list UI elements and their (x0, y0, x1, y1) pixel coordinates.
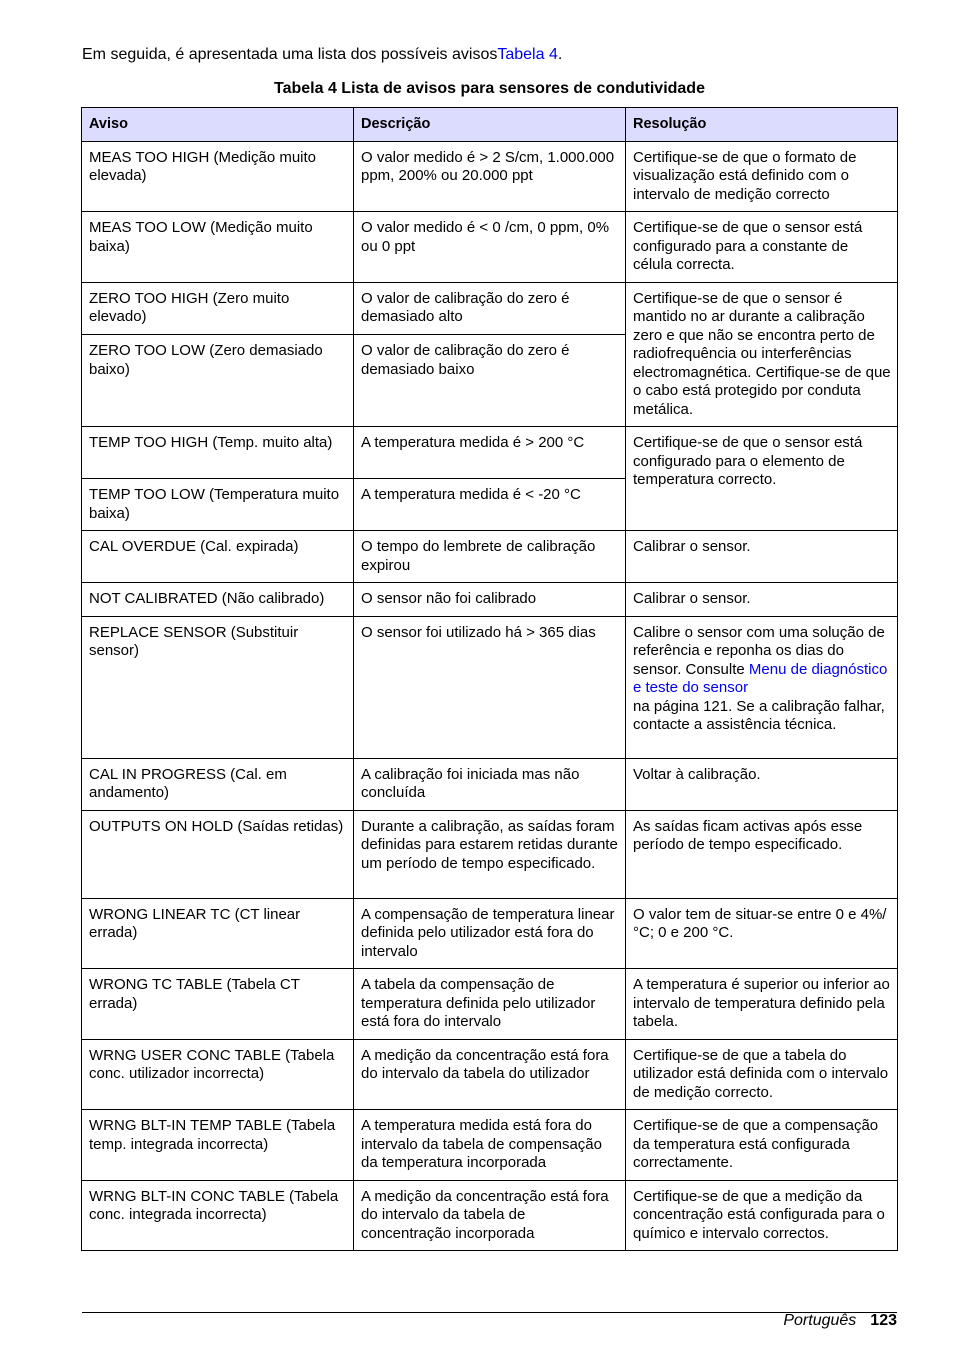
cell-descricao: A temperatura medida está fora do intervalo da tabela de compensação da temperatura incorporada (354, 1110, 626, 1181)
table-row (82, 1110, 898, 1181)
cell-aviso: WRNG BLT-IN TEMP TABLE (Tabela temp. integrada incorrecta) (82, 1110, 354, 1181)
cell-resolucao: A temperatura é superior ou inferior ao intervalo de temperatura definido pela tabela. (626, 969, 898, 1040)
cell-aviso: NOT CALIBRATED (Não calibrado) (82, 583, 354, 617)
intro-paragraph (82, 46, 562, 64)
cell-resolucao: Certifique-se de que o sensor está configurado para o elemento de temperatura correcto. (626, 427, 898, 531)
header-aviso: Aviso (82, 108, 354, 142)
page-number: 123 (870, 1312, 897, 1329)
cell-descricao: A medição da concentração está fora do intervalo da tabela do utilizador (354, 1039, 626, 1110)
cell-aviso: TEMP TOO HIGH (Temp. muito alta) (82, 427, 354, 479)
cell-resolucao (626, 616, 898, 758)
table-row (82, 282, 898, 335)
cell-descricao: A calibração foi iniciada mas não concluída (354, 758, 626, 810)
table-row (82, 427, 898, 479)
cell-resolucao: Certifique-se de que a medição da concentração está configurada para o químico e intervalo correctos. (626, 1180, 898, 1251)
diagnostics-menu-link[interactable]: Menu de diagnóstico e teste do sensor (633, 660, 888, 696)
table-header-row (82, 108, 898, 142)
cell-aviso: WRNG USER CONC TABLE (Tabela conc. utilizador incorrecta) (82, 1039, 354, 1110)
cell-aviso: MEAS TOO HIGH (Medição muito elevada) (82, 141, 354, 212)
cell-descricao: O sensor foi utilizado há > 365 dias (354, 616, 626, 758)
table-row (82, 616, 898, 758)
cell-aviso: CAL OVERDUE (Cal. expirada) (82, 531, 354, 583)
cell-aviso: CAL IN PROGRESS (Cal. em andamento) (82, 758, 354, 810)
cell-descricao: A temperatura medida é < -20 °C (354, 479, 626, 531)
cell-resolucao: Certifique-se de que a tabela do utilizador está definida com o intervalo de medição correcto. (626, 1039, 898, 1110)
table-row (82, 969, 898, 1040)
cell-descricao: A tabela da compensação de temperatura definida pelo utilizador está fora do intervalo (354, 969, 626, 1040)
cell-descricao: Durante a calibração, as saídas foram definidas para estarem retidas durante um período de tempo especificado. (354, 810, 626, 898)
cell-resolucao: Calibrar o sensor. (626, 531, 898, 583)
table-row (82, 898, 898, 969)
table-caption: Tabela 4 Lista de avisos para sensores de condutividade (274, 80, 705, 97)
cell-descricao: O valor de calibração do zero é demasiado alto (354, 282, 626, 335)
cell-descricao: O valor medido é < 0 /cm, 0 ppm, 0% ou 0 ppt (354, 212, 626, 283)
cell-aviso: REPLACE SENSOR (Substituir sensor) (82, 616, 354, 758)
cell-descricao: O tempo do lembrete de calibração expirou (354, 531, 626, 583)
cell-aviso: WRNG BLT-IN CONC TABLE (Tabela conc. integrada incorrecta) (82, 1180, 354, 1251)
header-descricao: Descrição (354, 108, 626, 142)
table-row (82, 141, 898, 212)
table-row (82, 583, 898, 617)
cell-aviso: WRONG LINEAR TC (CT linear errada) (82, 898, 354, 969)
cell-resolucao: O valor tem de situar-se entre 0 e 4%/°C; 0 e 200 °C. (626, 898, 898, 969)
page-footer (783, 1312, 897, 1330)
table-row (82, 810, 898, 898)
cell-descricao: O sensor não foi calibrado (354, 583, 626, 617)
cell-descricao: A temperatura medida é > 200 °C (354, 427, 626, 479)
cell-resolucao: Certifique-se de que o sensor é mantido no ar durante a calibração zero e que não se encontra perto de radiofrequência ou interferências electromagnética. Certifique-se de que o cabo está protegido por conduta metálica. (626, 282, 898, 427)
cell-resolucao: Certifique-se de que o sensor está configurado para a constante de célula correcta. (626, 212, 898, 283)
cell-descricao: O valor medido é > 2 S/cm, 1.000.000 ppm, 200% ou 20.000 ppt (354, 141, 626, 212)
cell-resolucao: Voltar à calibração. (626, 758, 898, 810)
cell-aviso: TEMP TOO LOW (Temperatura muito baixa) (82, 479, 354, 531)
cell-descricao: A medição da concentração está fora do intervalo da tabela de concentração incorporada (354, 1180, 626, 1251)
footer-language: Português (783, 1312, 857, 1329)
resolucao-text-pre: Calibre o sensor com uma solução de referência e reponha os dias do sensor. Consulte (633, 623, 885, 678)
resolucao-text-post: na página 121. Se a calibração falhar, contacte a assistência técnica. (633, 697, 885, 733)
cell-aviso: WRONG TC TABLE (Tabela CT errada) (82, 969, 354, 1040)
cell-descricao: A compensação de temperatura linear definida pelo utilizador está fora do intervalo (354, 898, 626, 969)
cell-aviso: OUTPUTS ON HOLD (Saídas retidas) (82, 810, 354, 898)
cell-aviso: MEAS TOO LOW (Medição muito baixa) (82, 212, 354, 283)
table-4-link[interactable]: Tabela 4 (497, 46, 558, 63)
table-row (82, 1039, 898, 1110)
cell-resolucao: Certifique-se de que o formato de visualização está definido com o intervalo de medição correcto (626, 141, 898, 212)
table-row (82, 531, 898, 583)
cell-resolucao: Certifique-se de que a compensação da temperatura está configurada correctamente. (626, 1110, 898, 1181)
cell-resolucao: As saídas ficam activas após esse período de tempo especificado. (626, 810, 898, 898)
table-row (82, 758, 898, 810)
table-row (82, 212, 898, 283)
cell-aviso: ZERO TOO LOW (Zero demasiado baixo) (82, 335, 354, 427)
warnings-table (81, 107, 898, 1251)
cell-resolucao: Calibrar o sensor. (626, 583, 898, 617)
cell-aviso: ZERO TOO HIGH (Zero muito elevado) (82, 282, 354, 335)
intro-period: . (557, 46, 563, 63)
footer-divider (82, 1312, 897, 1313)
header-resolucao: Resolução (626, 108, 898, 142)
table-row (82, 1180, 898, 1251)
cell-descricao: O valor de calibração do zero é demasiado baixo (354, 335, 626, 427)
intro-text: Em seguida, é apresentada uma lista dos possíveis avisos (82, 46, 498, 63)
